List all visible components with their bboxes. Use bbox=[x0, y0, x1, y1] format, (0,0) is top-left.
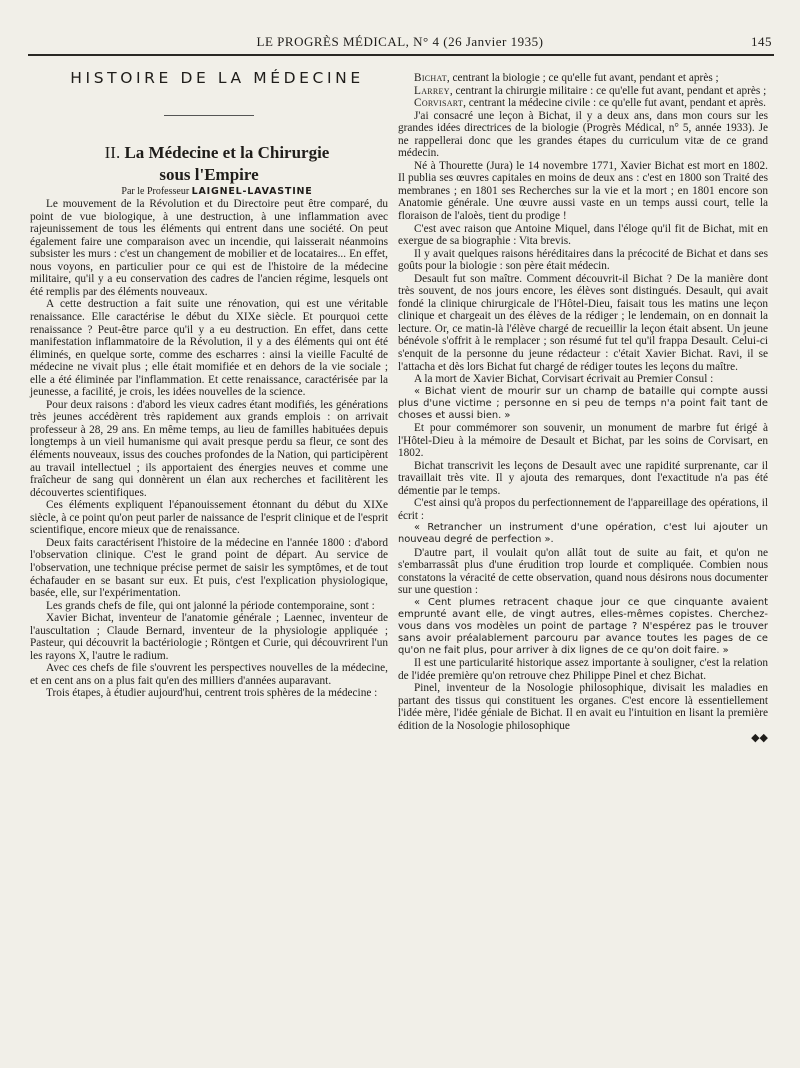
section-title: HISTOIRE DE LA MÉDECINE bbox=[70, 69, 364, 87]
article-title-line2: sous l'Empire bbox=[159, 164, 259, 184]
paragraph: J'ai consacré une leçon à Bichat, il y a deux ans, dans mon cours sur les grandes idées directrices de la biologie (Progrès Médical, n° 5, année 1933). Je ne rappellerai donc que les grandes étapes du curriculum vitæ de ce grand médecin. bbox=[398, 109, 768, 160]
list-item bbox=[398, 72, 768, 85]
paragraph: C'est ainsi qu'à propos du perfectionnement de l'appareillage des opérations, il écrit : bbox=[398, 497, 768, 522]
paragraph: Ces éléments expliquent l'épanouissement étonnant du début du XIXe siècle, à ce point qu'on peut parler de naissance de l'esprit clinique et de l'esprit scientifique, encore mieux que de renaissance. bbox=[30, 499, 388, 537]
paragraph: Avec ces chefs de file s'ouvrent les perspectives nouvelles de la médecine, et en cent ans on a plus fait qu'en des milliers d'années auparavant. bbox=[30, 662, 388, 687]
page-number: 145 bbox=[751, 34, 772, 49]
list-item-text: , centrant la médecine civile : ce qu'elle fut avant, pendant et après. bbox=[463, 97, 766, 110]
paragraph: Né à Thourette (Jura) le 14 novembre 1771, Xavier Bichat est mort en 1802. Il publia ses œuvres capitales en moins de deux ans : c'est en 1800 son Traité des membranes ; en 1801 ses Recherches sur la vie et la mort ; en 1801 encore son Anatomie générale. Une œuvre aussi vaste en un temps aussi court, telle la floraison de l'aloès, tient du prodige ! bbox=[398, 159, 768, 223]
paragraph: Il est une particularité historique assez importante à souligner, c'est la relation de l'idée première qu'on retrouve chez Philippe Pinel et chez Bichat. bbox=[398, 657, 768, 682]
right-column bbox=[398, 72, 768, 745]
list-item-text: , centrant la biologie ; ce qu'elle fut avant, pendant et après ; bbox=[446, 72, 719, 84]
paragraph: Il y avait quelques raisons héréditaires dans la précocité de Bichat et dans ses goûts pour la biologie : son père était médecin. bbox=[398, 247, 768, 273]
article-title-line1: La Médecine et la Chirurgie bbox=[124, 142, 330, 162]
end-ornament: ◆◆ bbox=[751, 732, 768, 745]
byline-prefix: Par le Professeur bbox=[121, 185, 190, 197]
header-rule bbox=[28, 54, 774, 56]
journal-title: LE PROGRÈS MÉDICAL, N° 4 (26 Janvier 1935) bbox=[256, 34, 544, 49]
paragraph: A la mort de Xavier Bichat, Corvisart écrivait au Premier Consul : bbox=[414, 373, 714, 386]
paragraph: C'est avec raison que Antoine Miquel, dans l'éloge qu'il fit de Bichat, mit en exergue de sa biographie : Vita brevis. bbox=[398, 222, 768, 248]
article-number: II. bbox=[104, 142, 121, 162]
paragraph: Pinel, inventeur de la Nosologie philosophique, divisait les maladies en partant des tissus qui constituent les organes. C'est encore là essentiellement l'idée mère, l'idée géniale de Bichat. Il en avait eu l'intuition en lisant la première édition de la Nosologie philosophique bbox=[398, 682, 768, 732]
paragraph: Desault fut son maître. Comment découvrit-il Bichat ? De la manière dont très souvent, de nos jours encore, les élèves sont distingués. Desault, qui avait fondé la clinique chirurgicale de l'Hôtel-Dieu, faisait tous les matins une leçon clinique et chargeait un des élèves de la rédiger ; le lendemain, on en donnait la lecture. Or, ce matin-là l'élève chargé de recueillir la leçon était absent. Un jeune bénévole s'offrit à le remplacer ; son résumé fut tel qu'il frappa Desault. Celui-ci s'enquit de la personne du jeune rédacteur : c'était Xavier Bichat. Ravi, il se l'attacha et dès lors Bichat fut chargé de rédiger toutes les leçons du maître. bbox=[398, 272, 768, 373]
paragraph: Le mouvement de la Révolution et du Directoire peut être comparé, du point de vue biologique, à une destruction, à une inflammation avec rajeunissement de tous les éléments qui entrent dans une société. On peut également faire une comparaison avec un incendie, qui laisserait néanmoins subsister les murs : c'est un changement de mobilier et de locataires... En effet, nous voyons, en particulier pour ce qui est de l'histoire de la médecine militaire, qu'il y a eu conservation des cadres de l'ancien régime, lesquels ont été remplis par des éléments nouveaux. bbox=[30, 198, 388, 298]
quotation: « Retrancher un instrument d'une opération, c'est lui ajouter un nouveau degré de perfection ». bbox=[398, 522, 768, 546]
left-column bbox=[30, 69, 388, 700]
byline-author: LAIGNEL-LAVASTINE bbox=[191, 185, 313, 197]
paragraph: Pour deux raisons : d'abord les vieux cadres étant modifiés, les générations très jeunes accédèrent très rapidement aux grands emplois : on arrivait professeur à 28, 29 ans. En même temps, au lieu de familles habituées depuis longtemps à un vieil humanisme qui avait presque perdu sa fleur, ce sont des éléments nouveaux, issus des couches profondes de la Nation, qui participèrent au travail intellectuel ; ils apportaient des énergies neuves et comme une fraîcheur de sang qui donnèrent un élan aux recherches et facilitèrent les découvertes scientifiques. bbox=[30, 398, 388, 499]
list-item-name: Corvisart bbox=[414, 97, 464, 110]
list-item-name: Bichat bbox=[414, 72, 447, 84]
paragraph: A cette destruction a fait suite une rénovation, qui est une véritable renaissance. Elle caractérise le début du XIXe siècle. Et pourquoi cette renaissance ? Peut-être parce qu'il y a eu destruction. En effet, dans cette manifestation inflammatoire de la Révolution, il y a des éléments qui ont été éliminés, en quelque sorte, comme des escharres : ainsi la vieille Faculté de médecine ne vivait plus ; elle était momifiée et en dehors de la vie sociale ; elle a été éliminée par l'inflammation. Et cette renaissance, caractérisée par la jeunesse, a facilité, je crois, les idées nouvelles de la science. bbox=[30, 298, 388, 399]
paragraph: Deux faits caractérisent l'histoire de la médecine en l'année 1800 : d'abord l'observation clinique. C'est le grand point de départ. Au service de l'observation, une technique précise permet de saisir les symptômes, et de tout échafauder en se basant sur eux. Et puis, c'est l'explication physiologique, basée, elle, sur l'expérimentation. bbox=[30, 536, 388, 600]
quotation: « Cent plumes retracent chaque jour ce que cinquante avaient emprunté avant elle, de vingt autres, elles-mêmes copistes. Cherchez-vous dans vos modèles un point de partage ? N'espérez pas le trouver sans avoir préalablement parcouru par avance toutes les pages de ce qu'on ne fait plus, pour arriver à dix lignes de ce qu'on doit faire. » bbox=[398, 596, 768, 657]
quotation: « Bichat vient de mourir sur un champ de bataille qui compte aussi plus d'une victime ; personne en si peu de temps n'a point fait tant de choses et aussi bien. » bbox=[398, 385, 768, 421]
paragraph: Trois étapes, à étudier aujourd'hui, centrent trois sphères de la médecine : bbox=[46, 687, 378, 700]
byline bbox=[30, 186, 388, 199]
list-item-text: , centrant la chirurgie militaire : ce qu'elle fut avant, pendant et après ; bbox=[449, 84, 767, 97]
paragraph: D'autre part, il voulait qu'on allât tout de suite au fait, et qu'on ne s'embarrassât plus d'une érudition trop lourde et compliquée. Combien nous constatons la véracité de cette observation, quand nous désirons nous documenter sur une question : bbox=[398, 546, 768, 597]
list-item bbox=[398, 97, 768, 110]
article-title bbox=[30, 142, 388, 186]
paragraph: Et pour commémorer son souvenir, un monument de marbre fut érigé à l'Hôtel-Dieu à la mémoire de Desault et Bichat, par les soins de Corvisart, en 1802. bbox=[398, 421, 768, 460]
title-separator bbox=[164, 115, 254, 116]
paragraph: Xavier Bichat, inventeur de l'anatomie générale ; Laennec, inventeur de l'auscultation ; Claude Bernard, inventeur de la physiologie appliquée ; Pasteur, qui découvrit la bactériologie ; Röntgen et Curie, qui découvrirent l'un les rayons X, l'autre le radium. bbox=[30, 612, 388, 662]
list-item bbox=[398, 85, 768, 98]
list-item-name: Larrey bbox=[414, 84, 450, 97]
paragraph: Bichat transcrivit les leçons de Desault avec une rapidité surprenante, car il travaillait très vite. Il y ajouta des remarques, dont l'exactitude n'a pas été démentie par le temps. bbox=[398, 459, 768, 497]
paragraph: Les grands chefs de file, qui ont jalonné la période contemporaine, sont : bbox=[46, 599, 375, 612]
